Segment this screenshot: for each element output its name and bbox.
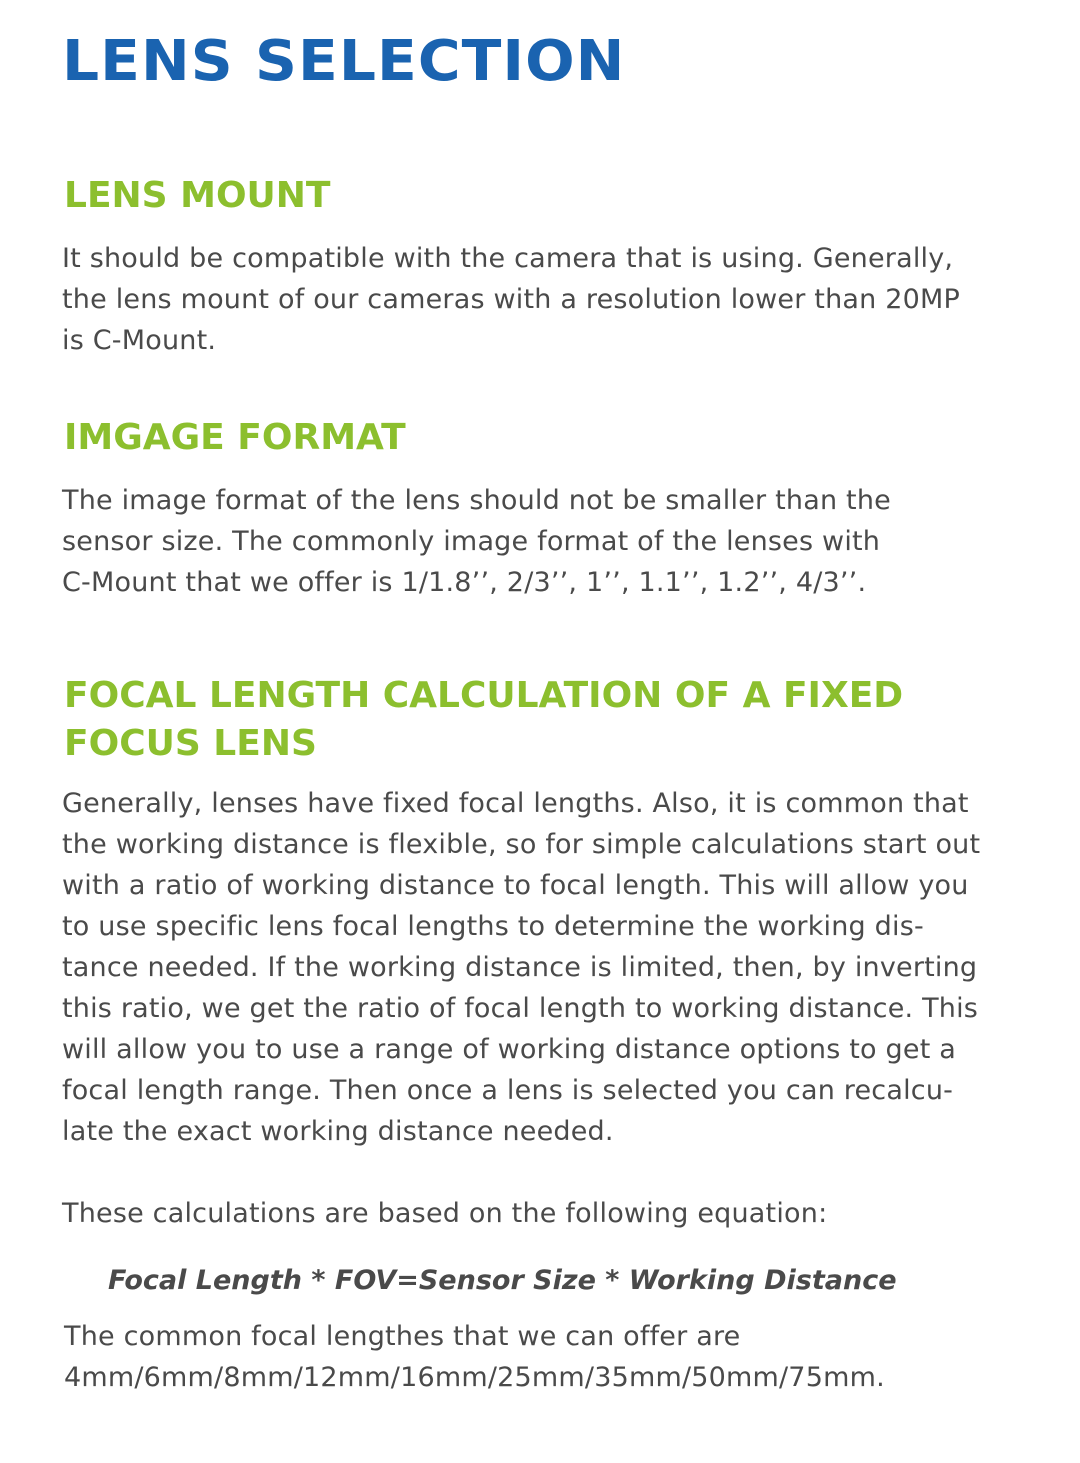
heading-image-format: IMGAGE FORMAT — [64, 417, 406, 458]
text-line: to use specific lens focal lengths to determine the working dis- — [62, 911, 924, 942]
text-line: The image format of the lens should not be smaller than the — [62, 485, 891, 516]
lens-mount-paragraph — [62, 238, 960, 361]
text-line: will allow you to use a range of working distance options to get a — [62, 1034, 957, 1065]
text-line: Generally, lenses have fixed focal lengths. Also, it is common that — [62, 788, 969, 819]
focal-length-paragraph — [62, 783, 980, 1152]
heading-focal-length — [64, 672, 903, 768]
image-format-paragraph — [62, 480, 891, 603]
text-line: this ratio, we get the ratio of focal length to working distance. This — [62, 993, 979, 1024]
text-line: focal length range. Then once a lens is selected you can recalcu- — [62, 1075, 954, 1106]
text-line: 4mm/6mm/8mm/12mm/16mm/25mm/35mm/50mm/75mm. — [64, 1362, 885, 1393]
text-line: The common focal lengthes that we can offer are — [64, 1321, 741, 1352]
text-line: late the exact working distance needed. — [62, 1116, 614, 1147]
text-line: It should be compatible with the camera that is using. Generally, — [62, 243, 954, 274]
text-line: with a ratio of working distance to focal length. This will allow you — [62, 870, 969, 901]
text-line: the working distance is flexible, so for simple calculations start out — [62, 829, 981, 860]
page-title: LENS SELECTION — [62, 29, 626, 94]
heading-line: FOCAL LENGTH CALCULATION OF A FIXED — [64, 675, 904, 716]
text-line: the lens mount of our cameras with a resolution lower than 20MP — [62, 284, 960, 315]
focal-lengths-paragraph — [64, 1316, 885, 1398]
text-line: sensor size. The commonly image format of the lenses with — [62, 526, 881, 557]
focal-length-equation: Focal Length * FOV=Sensor Size * Working Distance — [108, 1265, 897, 1296]
heading-lens-mount: LENS MOUNT — [64, 175, 331, 216]
text-line: These calculations are based on the following equation: — [62, 1198, 828, 1229]
text-line: C-Mount that we offer is 1/1.8’’, 2/3’’, 1’’, 1.1’’, 1.2’’, 4/3’’. — [62, 567, 867, 598]
heading-line: FOCUS LENS — [64, 723, 317, 764]
equation-intro — [62, 1193, 827, 1234]
text-line: tance needed. If the working distance is limited, then, by inverting — [62, 952, 978, 983]
text-line: is C-Mount. — [62, 325, 217, 356]
